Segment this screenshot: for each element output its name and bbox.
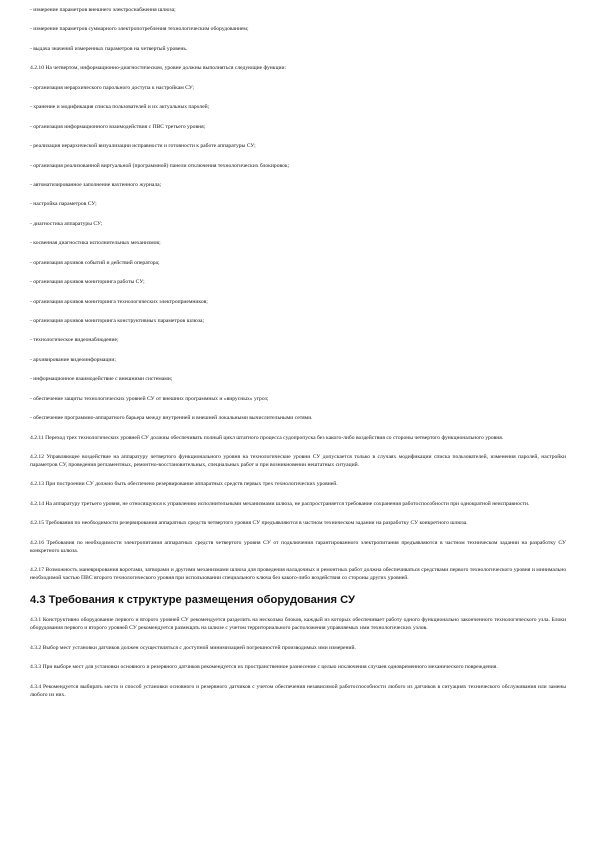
clause-4-2-16: 4.2.16 Требования по необходимости электропитания аппаратных средств четвертого уровня СУ от подключения гарантированного электропитания предъявляются в частном техническом задании на разработку СУ конкретного шлюза. bbox=[30, 539, 566, 554]
list-item: - архивирование видеоинформации; bbox=[30, 356, 116, 363]
section-heading-4-3: 4.3 Требования к структуре размещения оборудования СУ bbox=[30, 594, 356, 607]
clause-4-3-1: 4.3.1 Конструктивно оборудование первого и второго уровней СУ рекомендуется разделить на несколько блоков, каждый из которых обеспечивает работу одного функционально законченного технологического узла. Блоки оборудования первого и второго уровней СУ рекомендуется размещать на шлюзе с учетом территориального расположения управляемых ими технологических узлов. bbox=[30, 617, 566, 632]
list-item: - организация архивов мониторинга работы СУ; bbox=[30, 279, 145, 286]
list-item: - организация иерархического парольного доступа к настройкам СУ; bbox=[30, 84, 195, 91]
list-item: - измерение параметров суммарного электропотребления технологическим оборудованием; bbox=[30, 26, 249, 33]
list-item: - организация архивов мониторинга конструктивных параметров шлюза; bbox=[30, 318, 205, 324]
clause-4-3-4: 4.3.4 Рекомендуется выбирать место и способ установки основного и резервного датчиков с учетом обеспечения независимой работоспособности любого из датчиков в ситуациях технического обслуживания или замены любого из них. bbox=[30, 683, 566, 698]
clause-4-2-11: 4.2.11 Переход трех технологических уровней СУ должны обеспечивать полный цикл штатного процесса судопропуска без какого-либо воздействия со стороны четвертого функционального уровня. bbox=[30, 434, 504, 441]
list-item: - информационное взаимодействие с внешними системами; bbox=[30, 376, 173, 383]
list-item: - измерение параметров внешнего электроснабжения шлюза; bbox=[30, 7, 176, 13]
list-item: - обеспечение программно-аппаратного барьера между внутренней и внешней локальными вычислительными сетями. bbox=[30, 415, 313, 422]
clause-4-2-14: 4.2.14 На аппаратуру третьего уровня, не относящуюся к управлению исполнительными механизмами шлюза, не распространяется требование сохранения работоспособности при однократной неисправности. bbox=[30, 500, 530, 507]
list-item: - технологическое видеонаблюдение; bbox=[30, 337, 119, 344]
clause-4-2-10: 4.2.10 На четвертом, информационно-диагностическом, уровне должны выполняться следующие функции: bbox=[30, 65, 287, 72]
list-item: - обеспечение защиты технологических уровней СУ от внешних программных и «вирусных» угроз; bbox=[30, 395, 269, 402]
paragraphs-4-3 bbox=[30, 616, 566, 698]
list-item: - организация реализованной виртуальной (программной) панели отключения технологических блокировок; bbox=[30, 162, 290, 169]
bullet-list-top bbox=[30, 6, 566, 53]
clause-4-3-3: 4.3.3 При выборе мест для установки основного и резервного датчиков рекомендуется их пространственное разнесение с целью исключения случаев одновременного механического повреждения. bbox=[30, 664, 498, 671]
clause-4-2-17: 4.2.17 Возможность маневрирования воротами, затворами и другими механизмами шлюза для проведения наладочных и ремонтных работ должна обеспечиваться средствами первого технологического уровня и минимально необходимой частью ПВС второго технологического уровня при использовании специального ключа без какого-либо воздействия со стороны других уровней. bbox=[30, 566, 566, 581]
bullet-list-level4 bbox=[30, 84, 566, 422]
list-item: - настройка параметров СУ; bbox=[30, 201, 97, 208]
paragraphs-4-2 bbox=[30, 434, 566, 582]
list-item: - организация архивов событий и действий оператора; bbox=[30, 259, 160, 266]
clause-4-2-12: 4.2.12 Управляющее воздействие на аппаратуру четвертого функционального уровня на технологические уровни СУ допускается только в случаях модификации списка пользователей, изменения паролей, настройки параметров СУ, проведения регламентных, ремонтно-восстановительных, специальных работ и при возникновении нештатных ситуаций. bbox=[30, 454, 566, 469]
list-item: - реализация иерархической визуализации исправности и готовности к работе аппаратуры СУ; bbox=[30, 143, 256, 150]
clause-4-2-13: 4.2.13 При построении СУ должно быть обеспечено резервирование аппаратных средств первых трех технологических уровней. bbox=[30, 481, 338, 488]
list-item: - организация архивов мониторинга технологических электроприемников; bbox=[30, 298, 208, 305]
list-item: - выдача значений измеренных параметров на четвертый уровень. bbox=[30, 45, 188, 52]
list-item: - автоматизированное заполнение вахтенного журнала; bbox=[30, 181, 162, 188]
list-item: - организация информационного взаимодействия с ПВС третьего уровня; bbox=[30, 123, 206, 130]
list-item: - хранение и модификация списка пользователей и их актуальных паролей; bbox=[30, 104, 210, 111]
list-item: - диагностика аппаратуры СУ; bbox=[30, 220, 103, 227]
clause-4-3-2: 4.3.2 Выбор мест установки датчиков должен осуществляться с доступной минимизацией погрешностей производимых ими измерений. bbox=[30, 644, 356, 651]
document-page bbox=[30, 6, 566, 710]
clause-4-2-15: 4.2.15 Требования по необходимости резервирования аппаратных средств четвертого уровня СУ предъявляются в частном техническом задании на разработку СУ конкретного шлюза. bbox=[30, 520, 468, 527]
list-item: - косвенная диагностика исполнительных механизмов; bbox=[30, 240, 161, 247]
